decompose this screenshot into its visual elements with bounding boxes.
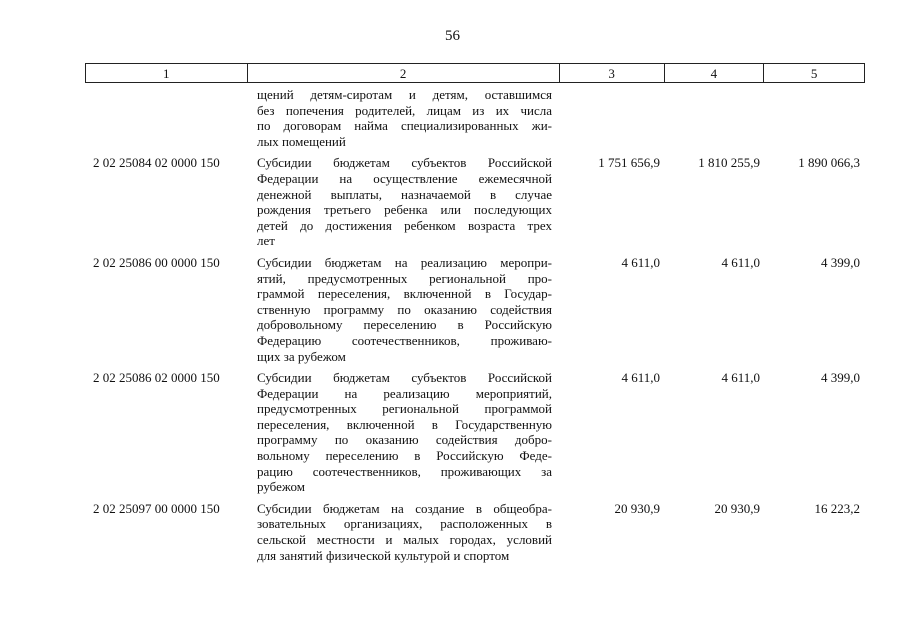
header-col-5: 5 xyxy=(810,66,818,81)
value-year-2 xyxy=(665,87,765,149)
description-line: денежной выплаты, назначаемой в случае xyxy=(257,186,552,202)
header-col-2: 2 xyxy=(248,64,560,82)
table-header xyxy=(85,63,865,83)
header-col-1: 1 xyxy=(86,64,248,82)
description xyxy=(247,155,560,249)
header-col-4: 4 xyxy=(665,64,765,82)
budget-code: 2 02 25084 02 0000 150 xyxy=(93,155,220,171)
description-line: программу по оказанию содействия добро- xyxy=(257,432,552,448)
value-year-3: 4 399,0 xyxy=(821,370,860,386)
value-year-2: 4 611,0 xyxy=(721,370,760,386)
table-row xyxy=(85,255,865,364)
budget-code: 2 02 25086 02 0000 150 xyxy=(93,370,220,386)
description-line: рубежом xyxy=(257,479,306,495)
budget-code xyxy=(85,87,247,149)
description-line: щих за рубежом xyxy=(257,348,346,364)
description-line: предусмотренных региональной программой xyxy=(257,401,552,417)
value-year-3: 16 223,2 xyxy=(814,500,860,516)
description-line: детей до достижения ребенком возраста трех xyxy=(257,217,552,233)
budget-code: 2 02 25097 00 0000 150 xyxy=(93,500,220,516)
description-line: для занятий физической культурой и спортом xyxy=(257,547,510,563)
value-year-3: 4 399,0 xyxy=(821,254,860,270)
description-line: Субсидии бюджетам субъектов Российской xyxy=(257,370,552,386)
budget-code: 2 02 25086 00 0000 150 xyxy=(93,254,220,270)
value-year-1: 4 611,0 xyxy=(621,254,660,270)
description-line: по договорам найма специализированных жи- xyxy=(257,118,552,134)
description-line: добровольному переселению в Российскую xyxy=(257,317,552,333)
description-line: Федерацию соотечественников, проживаю- xyxy=(257,332,552,348)
description-line: граммой переселения, включенной в Государ- xyxy=(257,286,552,302)
value-year-1: 1 751 656,9 xyxy=(598,155,660,171)
description xyxy=(247,370,560,495)
value-year-2: 1 810 255,9 xyxy=(698,155,760,171)
table-row xyxy=(85,87,865,149)
description-line: ятий, предусмотренных региональной про- xyxy=(257,270,552,286)
description-line: лых помещений xyxy=(257,133,346,149)
description-line: Федерации на реализацию мероприятий, xyxy=(257,385,552,401)
description-line: без попечения родителей, лицам из их числа xyxy=(257,102,552,118)
value-year-3: 1 890 066,3 xyxy=(798,155,860,171)
value-year-1 xyxy=(560,87,665,149)
description-line: вольному переселению в Российскую Феде- xyxy=(257,448,552,464)
table-row xyxy=(85,370,865,495)
value-year-2: 20 930,9 xyxy=(714,500,760,516)
value-year-3 xyxy=(765,87,865,149)
description-line: Субсидии бюджетам на реализацию меропри- xyxy=(257,254,552,270)
page-number: 56 xyxy=(445,28,460,44)
description xyxy=(247,87,560,149)
description-line: переселения, включенной в Государственную xyxy=(257,416,552,432)
description-line: рождения третьего ребенка или последующих xyxy=(257,202,552,218)
value-year-2: 4 611,0 xyxy=(721,254,760,270)
description xyxy=(247,255,560,364)
description-line: зовательных организациях, расположенных в xyxy=(257,516,552,532)
description-line: сельской местности и малых городах, условий xyxy=(257,532,552,548)
description-line: лет xyxy=(257,233,275,249)
description-line: Субсидии бюджетам на создание в общеобра- xyxy=(257,500,552,516)
header-col-3: 3 xyxy=(560,64,665,82)
description xyxy=(247,501,560,563)
table-row xyxy=(85,155,865,249)
description-line: Субсидии бюджетам субъектов Российской xyxy=(257,155,552,171)
description-line: ственную программу по оказанию содействия xyxy=(257,301,552,317)
description-line: рацию соотечественников, проживающих за xyxy=(257,463,552,479)
table-row xyxy=(85,501,865,563)
value-year-1: 20 930,9 xyxy=(614,500,660,516)
description-line: Федерации на осуществление ежемесячной xyxy=(257,170,552,186)
table-body xyxy=(85,87,865,563)
description-line: щений детям-сиротам и детям, оставшимся xyxy=(257,87,552,102)
value-year-1: 4 611,0 xyxy=(621,370,660,386)
